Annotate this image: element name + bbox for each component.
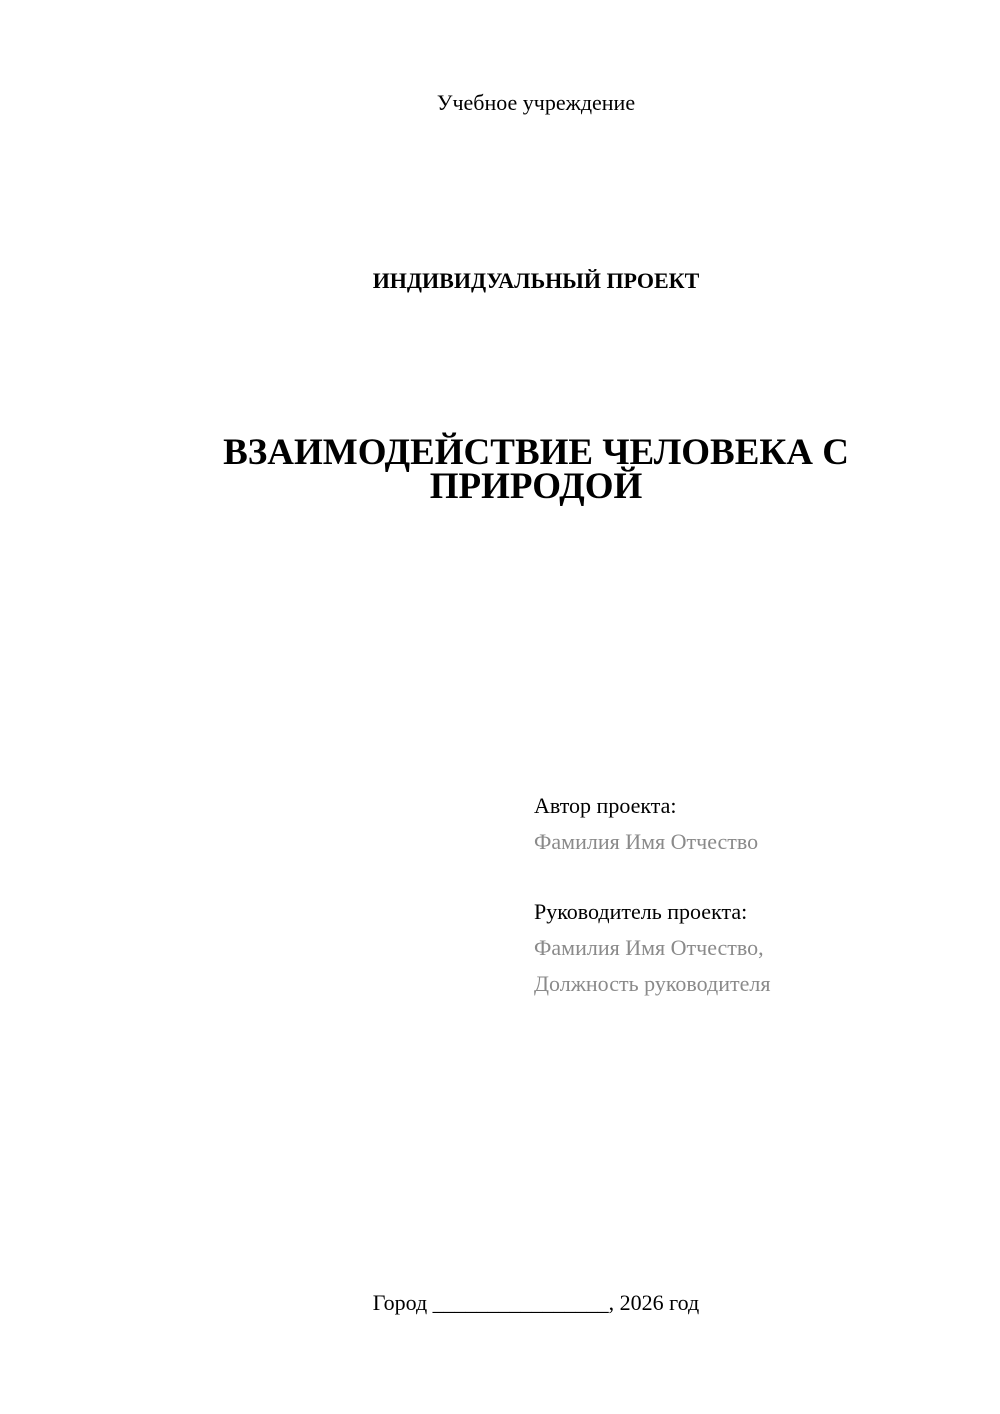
city-year-footer: Город ________________, 2026 год [372, 1290, 700, 1315]
supervisor-label: Руководитель проекта: [534, 899, 748, 924]
info-spacer [534, 860, 974, 894]
project-title-line-2: ПРИРОДОЙ [429, 466, 643, 507]
author-name: Фамилия Имя Отчество [534, 829, 759, 854]
project-type-heading: ИНДИВИДУАЛЬНЫЙ ПРОЕКТ [372, 268, 700, 293]
institution-name: Учебное учреждение [436, 90, 636, 115]
supervisor-position: Должность руководителя [534, 971, 771, 996]
project-title [120, 432, 952, 507]
author-label: Автор проекта: [534, 793, 677, 818]
project-info-block [534, 788, 974, 1002]
project-title-line-1: ВЗАИМОДЕЙСТВИЕ ЧЕЛОВЕКА С [223, 432, 849, 473]
supervisor-name: Фамилия Имя Отчество, [534, 935, 764, 960]
